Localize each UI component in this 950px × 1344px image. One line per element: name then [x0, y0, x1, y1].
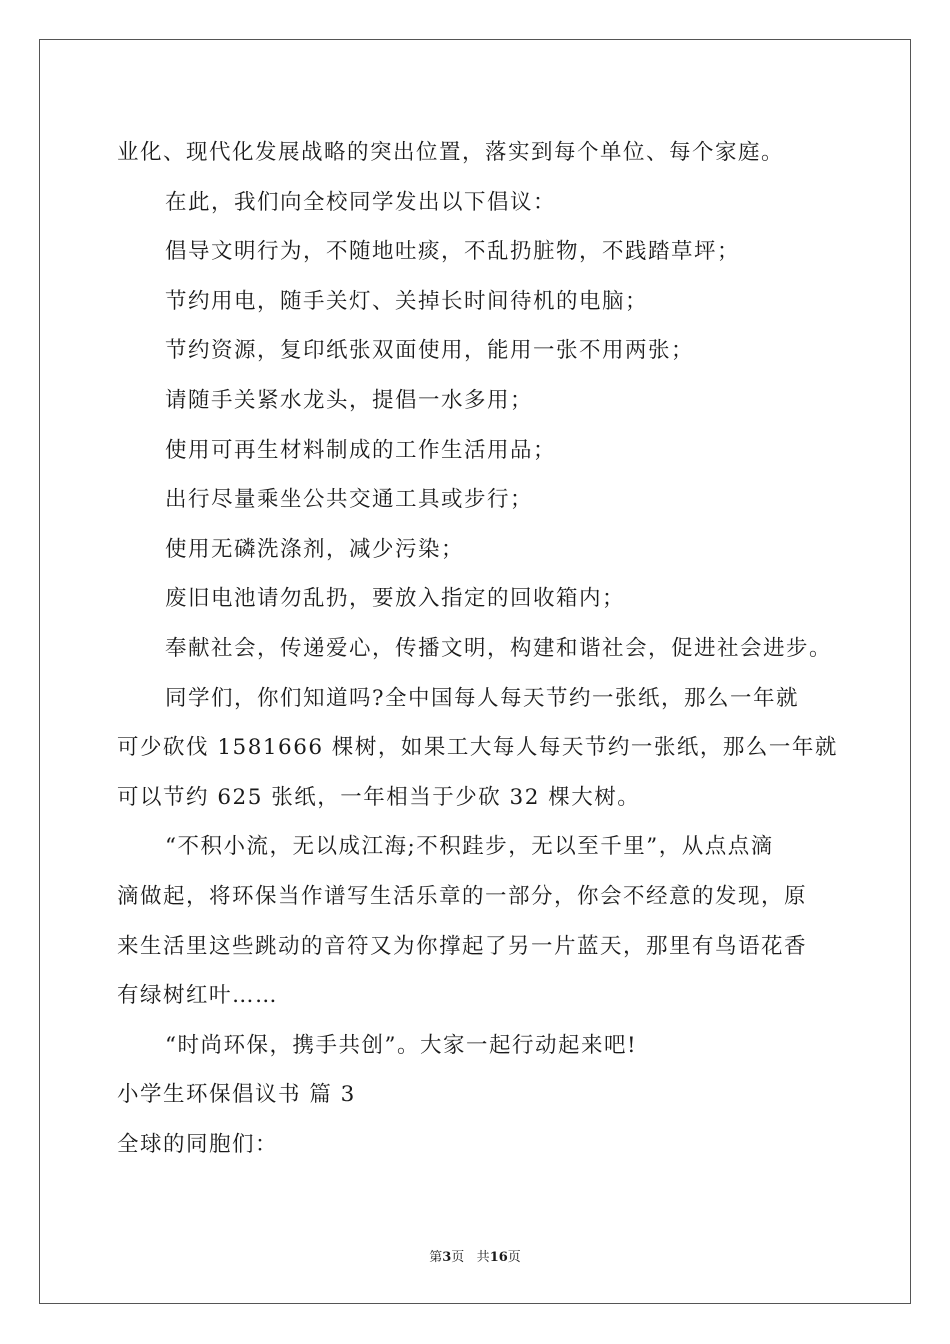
text-line-6: 请随手关紧水龙头，提倡一水多用； — [165, 387, 534, 413]
text-line-7: 使用可再生材料制成的工作生活用品； — [165, 437, 557, 463]
page-footer — [0, 1250, 950, 1266]
text-line-18: 有绿树红叶…… — [117, 983, 279, 1009]
footer-page-suffix: 页 — [451, 1250, 465, 1265]
text-line-17: 来生活里这些跳动的音符又为你撑起了另一片蓝天，那里有鸟语花香 — [117, 933, 808, 959]
footer-page-number: 3 — [442, 1250, 452, 1265]
text-line-10: 废旧电池请勿乱扔，要放入指定的回收箱内； — [165, 586, 626, 612]
salutation: 全球的同胞们： — [117, 1131, 279, 1157]
text-line-14: 可以节约 625 张纸，一年相当于少砍 32 棵大树。 — [117, 784, 641, 810]
text-line-12: 同学们，你们知道吗?全中国每人每天节约一张纸，那么一年就 — [165, 685, 800, 711]
footer-total-pages: 16 — [489, 1250, 508, 1265]
text-line-3: 倡导文明行为，不随地吐痰，不乱扔脏物，不践踏草坪； — [165, 239, 741, 265]
text-line-15: “不积小流，无以成江海;不积跬步，无以至千里”，从点点滴 — [165, 834, 774, 860]
text-line-2: 在此，我们向全校同学发出以下倡议： — [165, 189, 557, 215]
footer-total-suffix: 页 — [507, 1250, 521, 1265]
text-line-13: 可少砍伐 1581666 棵树，如果工大每人每天节约一张纸，那么一年就 — [117, 735, 838, 761]
document-body — [117, 128, 857, 1169]
text-line-1: 业化、现代化发展战略的突出位置，落实到每个单位、每个家庭。 — [117, 140, 785, 165]
footer-page-prefix: 第 — [429, 1250, 443, 1265]
footer-total-prefix: 共 — [476, 1250, 490, 1265]
text-line-11: 奉献社会，传递爱心，传播文明，构建和谐社会，促进社会进步。 — [165, 635, 833, 661]
text-line-8: 出行尽量乘坐公共交通工具或步行； — [165, 487, 534, 513]
text-line-4: 节约用电，随手关灯、关掉长时间待机的电脑； — [165, 288, 649, 314]
text-line-9: 使用无磷洗涤剂，减少污染； — [165, 536, 465, 562]
section-heading: 小学生环保倡议书 篇 3 — [117, 1082, 356, 1108]
text-line-16: 滴做起，将环保当作谱写生活乐章的一部分，你会不经意的发现，原 — [117, 883, 808, 909]
text-line-5: 节约资源，复印纸张双面使用，能用一张不用两张； — [165, 338, 695, 364]
text-line-19: “时尚环保，携手共创”。大家一起行动起来吧! — [165, 1032, 638, 1058]
